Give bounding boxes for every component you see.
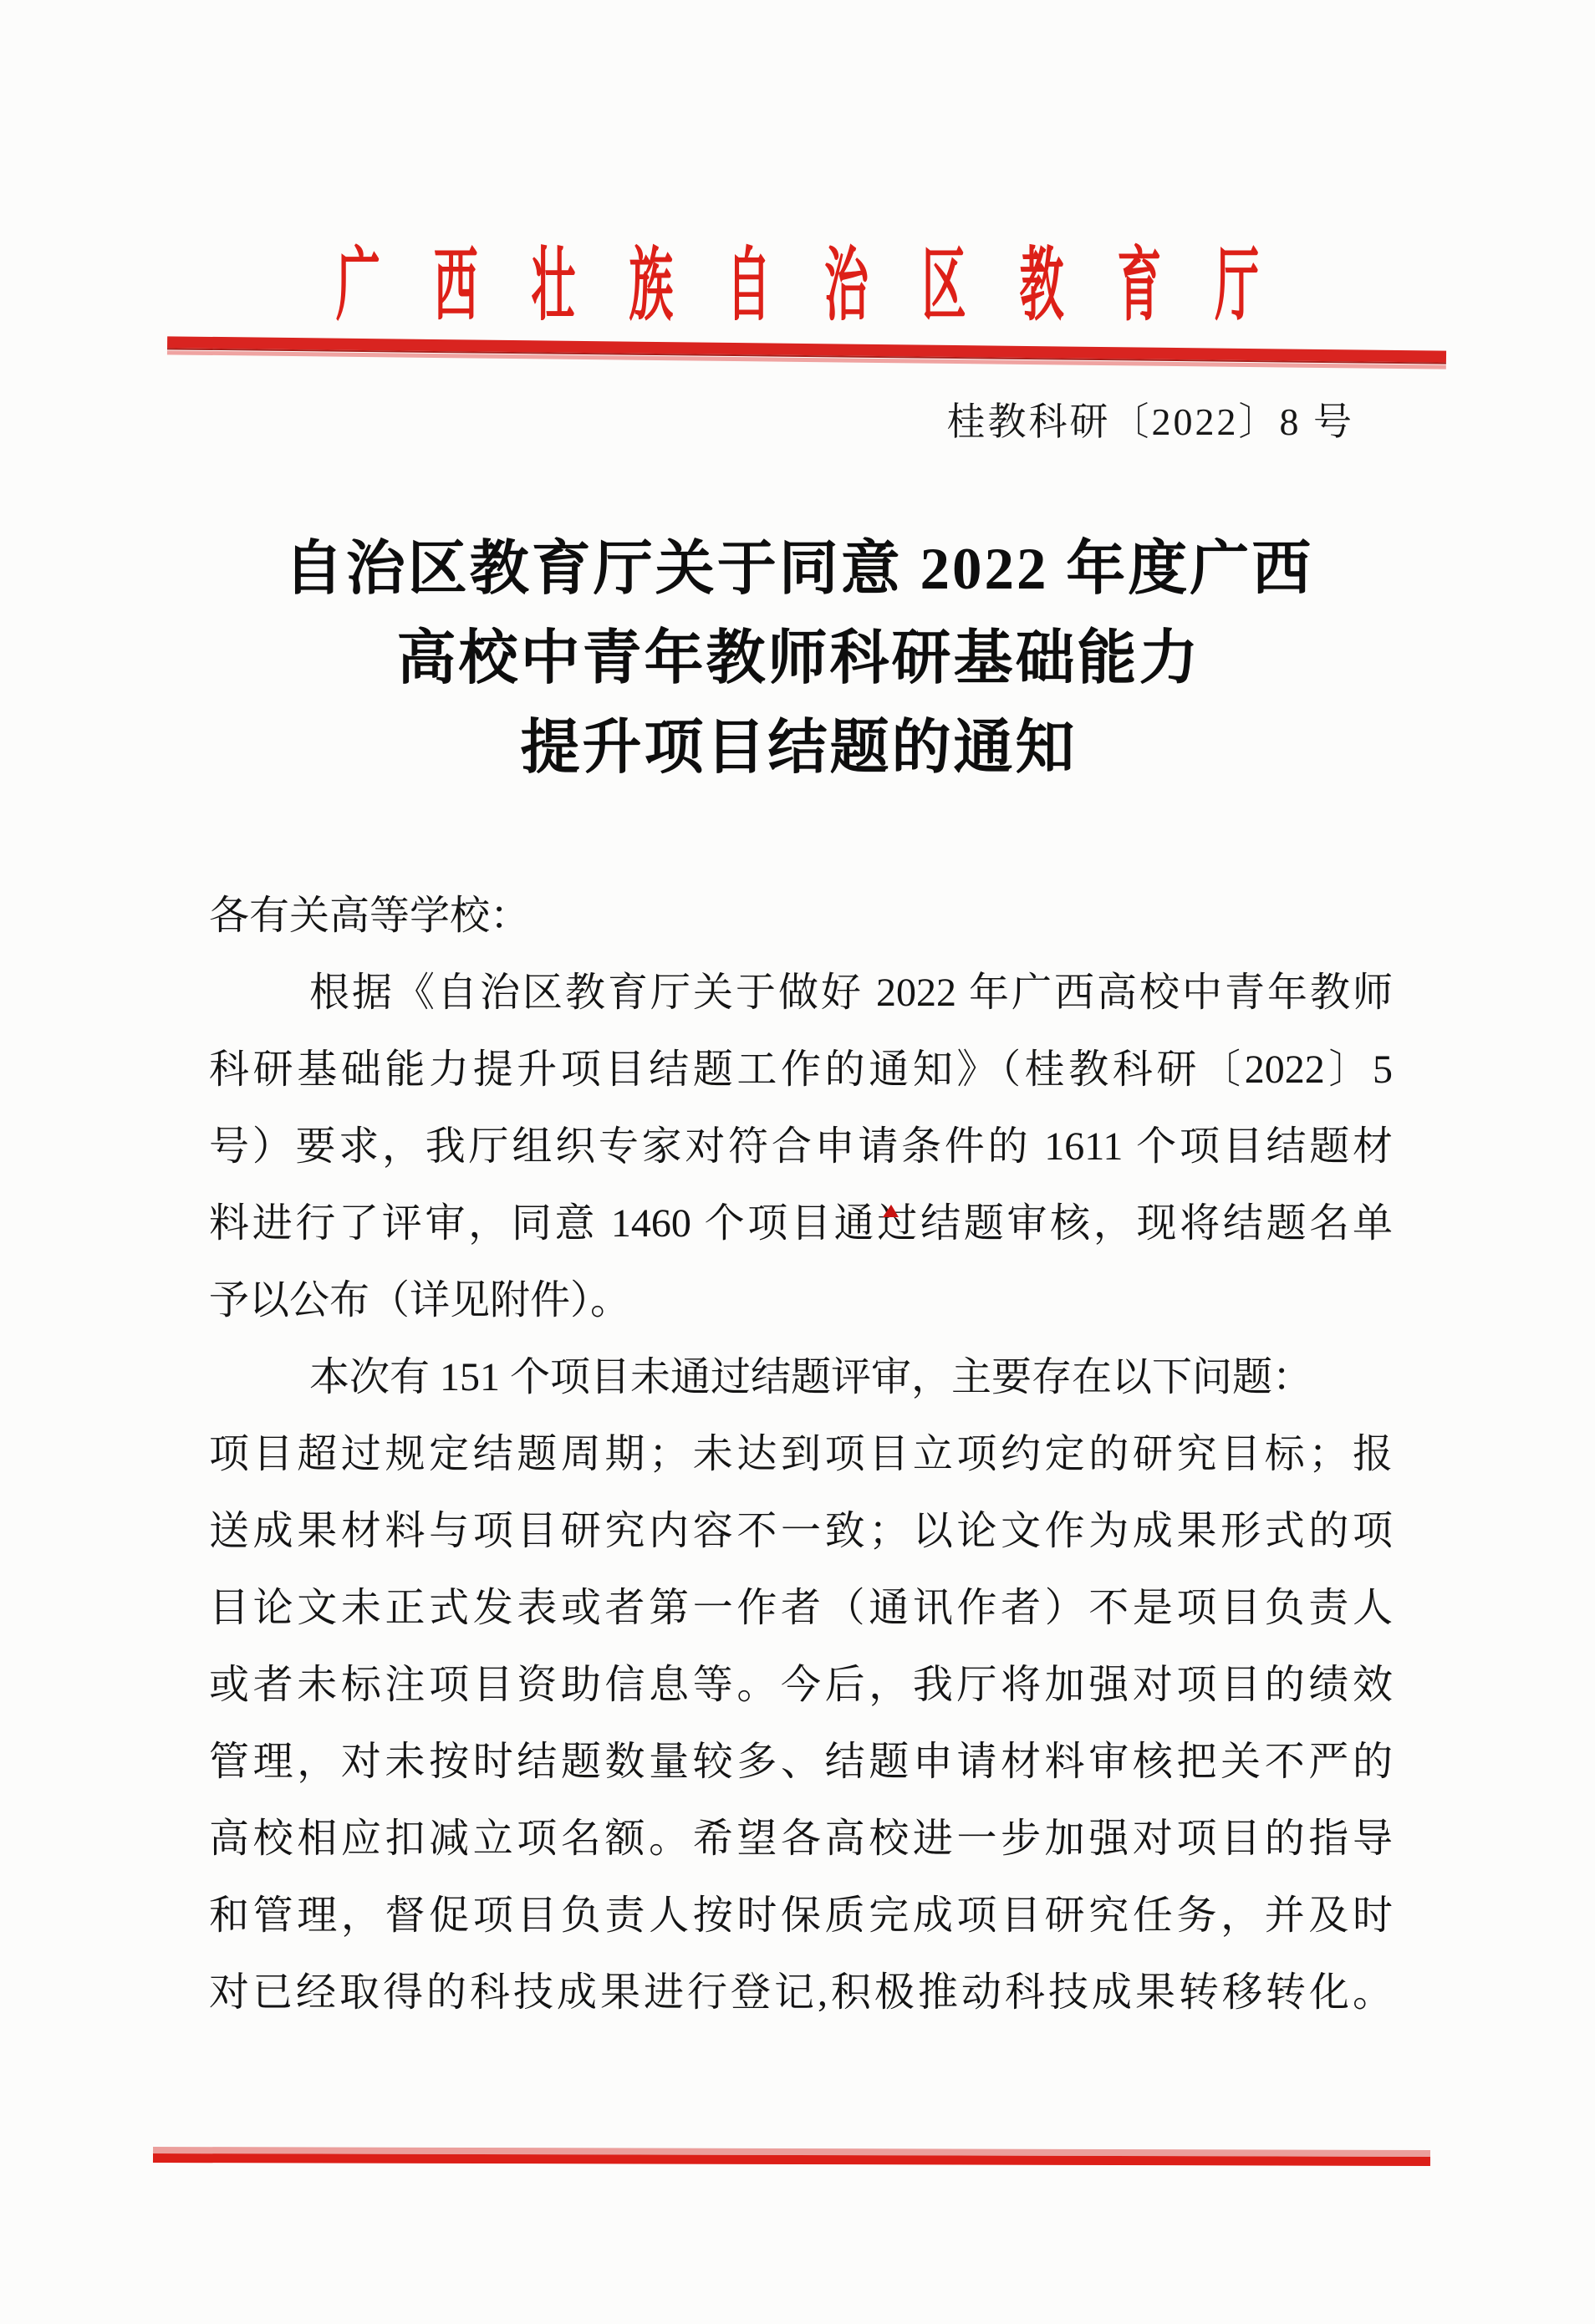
body-line: 各有关高等学校： xyxy=(209,894,531,938)
body-line: 高校相应扣减立项名额。希望各高校进一步加强对项目的指导 xyxy=(209,1817,1393,1861)
document-title-line-1: 自治区教育厅关于同意 2022 年度广西 xyxy=(283,537,1314,602)
body-line: 对已经取得的科技成果进行登记,积极推动科技成果转移转化。 xyxy=(209,1970,1393,2015)
body-line: 管理，对未按时结题数量较多、结题申请材料审核把关不严的 xyxy=(209,1740,1393,1784)
header-red-rule xyxy=(167,336,1446,369)
body-line: 或者未标注项目资助信息等。今后，我厅将加强对项目的绩效 xyxy=(209,1663,1393,1707)
body-line: 本次有 151 个项目未通过结题评审，主要存在以下问题： xyxy=(309,1355,1313,1399)
scan-artifact-mark xyxy=(883,1205,899,1217)
doc-number: 桂教科研〔2022〕8 号 xyxy=(946,400,1354,443)
body-line: 和管理，督促项目负责人按时保质完成项目研究任务，并及时 xyxy=(209,1893,1393,1938)
body-line: 料进行了评审，同意 1460 个项目通过结题审核，现将结题名单 xyxy=(209,1201,1393,1246)
body-line: 予以公布（详见附件）。 xyxy=(209,1278,631,1323)
body-line: 送成果材料与项目研究内容不一致；以论文作为成果形式的项 xyxy=(209,1509,1393,1553)
body-line: 项目超过规定结题周期；未达到项目立项约定的研究目标；报 xyxy=(209,1432,1393,1476)
body-line: 科研基础能力提升项目结题工作的通知》（桂教科研〔2022〕5 xyxy=(209,1047,1393,1092)
body-text xyxy=(209,878,1393,2031)
body-line: 根据《自治区教育厅关于做好 2022 年广西高校中青年教师 xyxy=(309,971,1393,1015)
org-letterhead-title: 广西壮族自治区教育厅 xyxy=(335,241,1313,330)
body-line: 目论文未正式发表或者第一作者（通讯作者）不是项目负责人 xyxy=(209,1586,1393,1630)
document-title xyxy=(0,525,1595,793)
footer-red-rule xyxy=(153,2147,1430,2166)
document-title-line-3: 提升项目结题的通知 xyxy=(520,716,1078,781)
document-title-line-2: 高校中青年教师科研基础能力 xyxy=(396,626,1201,691)
body-line: 号）要求，我厅组织专家对符合申请条件的 1611 个项目结题材 xyxy=(209,1124,1393,1169)
